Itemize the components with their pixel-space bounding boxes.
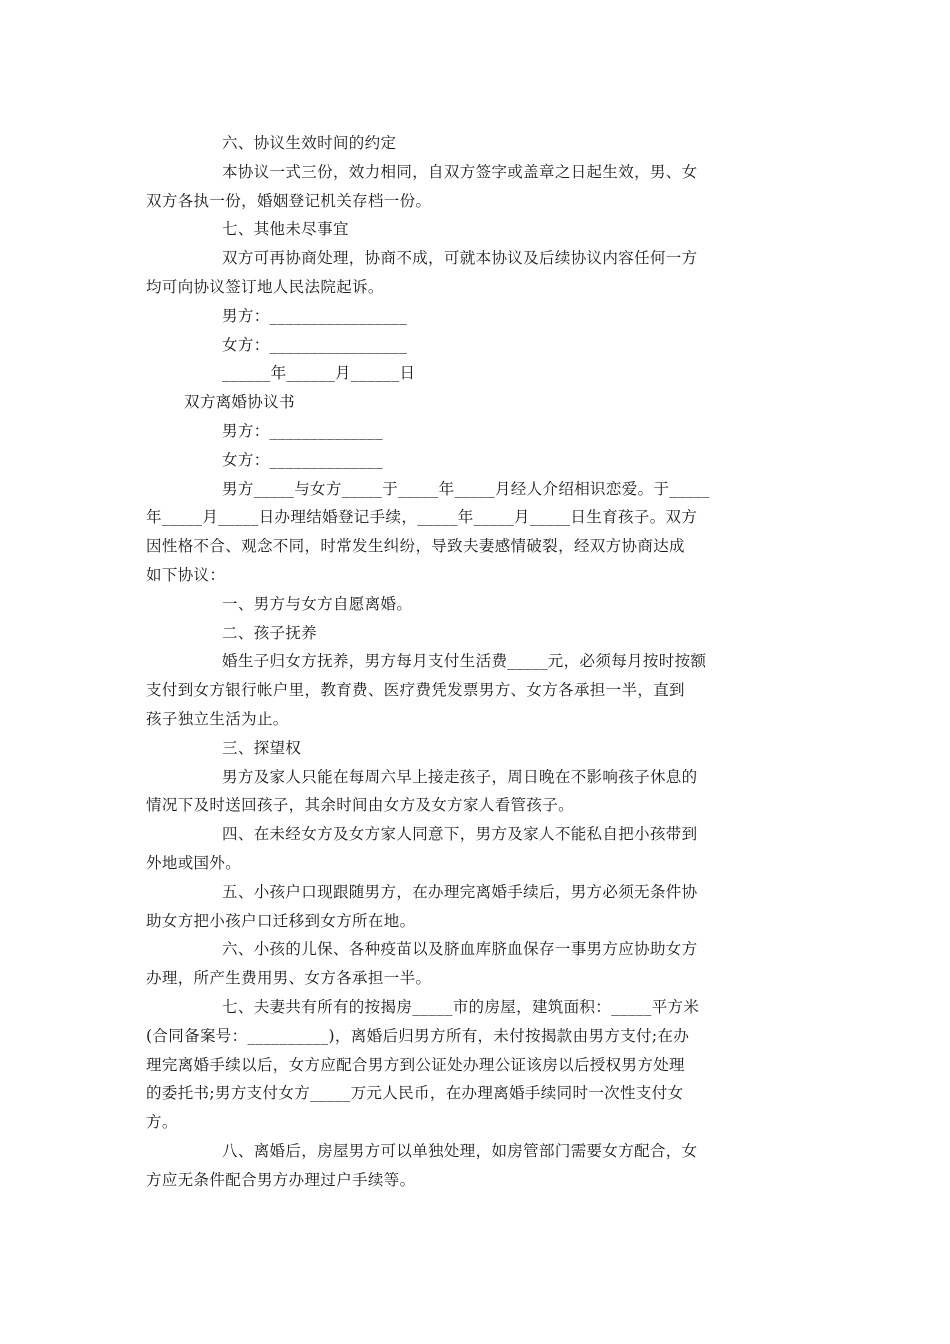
paragraph-line: 双方可再协商处理，协商不成，可就本协议及后续协议内容任何一方 bbox=[222, 249, 698, 268]
paragraph-line: 六、小孩的儿保、各种疫苗以及脐血库脐血保存一事男方应协助女方 bbox=[222, 940, 698, 959]
section-heading: 三、探望权 bbox=[222, 738, 302, 757]
paragraph-line: 理完离婚手续以后，女方应配合男方到公证处办理公证该房以后授权男方处理 bbox=[146, 1055, 685, 1074]
paragraph-line: 双方各执一份，婚姻登记机关存档一份。 bbox=[146, 191, 432, 210]
party-female: 女方：______________ bbox=[222, 450, 383, 469]
paragraph-line: 男方_____与女方_____于_____年_____月经人介绍相识恋爱。于_____ bbox=[222, 479, 710, 498]
paragraph-line: 婚生子归女方抚养，男方每月支付生活费_____元，必须每月按时按额 bbox=[222, 652, 707, 671]
signature-female: 女方：_________________ bbox=[222, 335, 408, 354]
paragraph-line: 年_____月_____日办理结婚登记手续，_____年_____月_____日生育孩子。双方 bbox=[146, 508, 698, 527]
section-heading: 一、男方与女方自愿离婚。 bbox=[222, 594, 413, 613]
paragraph-line: (合同备案号：__________)，离婚后归男方所有，未付按揭款由男方支付;在办 bbox=[146, 1026, 690, 1045]
paragraph-line: 男方及家人只能在每周六早上接走孩子，周日晚在不影响孩子休息的 bbox=[222, 767, 698, 786]
paragraph-line: 七、夫妻共有所有的按揭房_____市的房屋，建筑面积：_____平方米 bbox=[222, 997, 700, 1016]
document-body bbox=[146, 129, 806, 1194]
paragraph-line: 情况下及时送回孩子，其余时间由女方及女方家人看管孩子。 bbox=[146, 796, 574, 815]
paragraph-line: 支付到女方银行帐户里，教育费、医疗费凭发票男方、女方各承担一半，直到 bbox=[146, 681, 685, 700]
paragraph-line: 均可向协议签订地人民法院起诉。 bbox=[146, 277, 384, 296]
paragraph-line: 方。 bbox=[146, 1113, 178, 1132]
paragraph-line: 八、离婚后，房屋男方可以单独处理，如房管部门需要女方配合，女 bbox=[222, 1141, 698, 1160]
paragraph-line: 办理，所产生费用男、女方各承担一半。 bbox=[146, 969, 432, 988]
paragraph-line: 外地或国外。 bbox=[146, 853, 242, 872]
party-male: 男方：______________ bbox=[222, 421, 383, 440]
paragraph-line: 如下协议： bbox=[146, 565, 226, 584]
signature-date: ______年______月______日 bbox=[222, 364, 416, 383]
paragraph-line: 的委托书;男方支付女方_____万元人民币，在办理离婚手续同时一次性支付女 bbox=[146, 1084, 684, 1103]
paragraph-line: 方应无条件配合男方办理过户手续等。 bbox=[146, 1170, 416, 1189]
paragraph-line: 孩子独立生活为止。 bbox=[146, 709, 289, 728]
section-heading: 二、孩子抚养 bbox=[222, 623, 318, 642]
paragraph-line: 本协议一式三份，效力相同，自双方签字或盖章之日起生效，男、女 bbox=[222, 162, 698, 181]
paragraph-line: 五、小孩户口现跟随男方，在办理完离婚手续后，男方必须无条件协 bbox=[222, 882, 698, 901]
document-title: 双方离婚协议书 bbox=[184, 393, 295, 412]
signature-male: 男方：_________________ bbox=[222, 306, 408, 325]
section-heading: 六、协议生效时间的约定 bbox=[222, 134, 397, 152]
paragraph-line: 助女方把小孩户口迁移到女方所在地。 bbox=[146, 911, 416, 930]
section-heading: 七、其他未尽事宜 bbox=[222, 220, 349, 239]
paragraph-line: 四、在未经女方及女方家人同意下，男方及家人不能私自把小孩带到 bbox=[222, 825, 698, 844]
paragraph-line: 因性格不合、观念不同，时常发生纠纷，导致夫妻感情破裂，经双方协商达成 bbox=[146, 537, 685, 556]
